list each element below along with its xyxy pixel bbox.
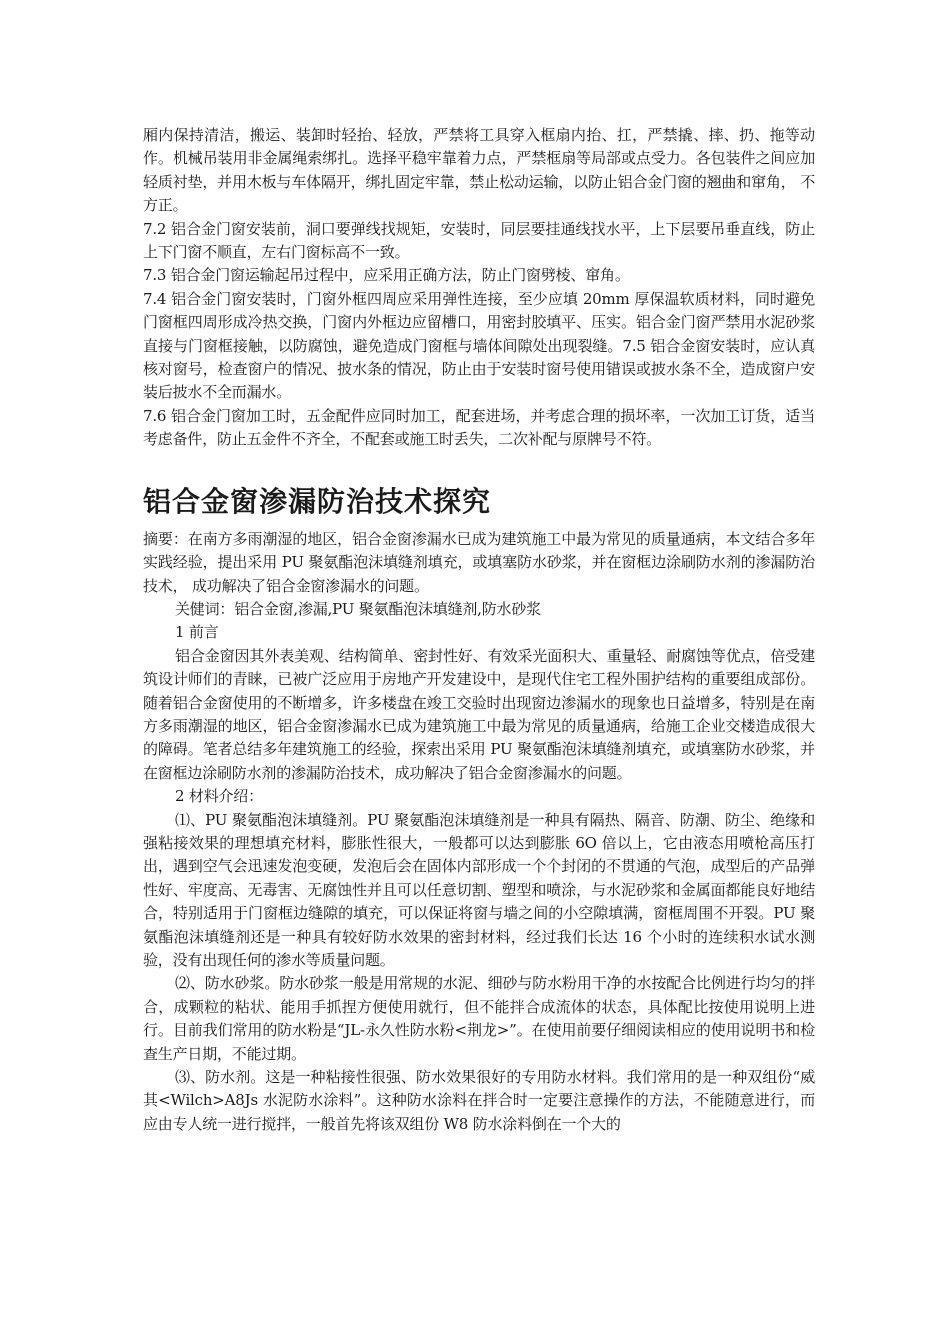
document-body: [143, 124, 815, 1136]
paragraph-material-pu: ⑴、PU 聚氨酯泡沫填缝剂。PU 聚氨酯泡沫填缝剂是一种具有隔热、隔音、防潮、防尘、绝缘和强粘接效果的理想填充材料，膨胀性很大，一般都可以达到膨胀 6O 倍以上，它由液态用喷枪高压打出，遇到空气会迅速发泡变硬，发泡后会在固体内部形成一个个封闭的不贯通的气泡，成型后的产品弹性好、牢度高、无毒害、无腐蚀性并且可以任意切割、塑型和喷涂，与水泥砂浆和金属面都能良好地结合，特别适用于门窗框边缝隙的填充，可以保证将窗与墙之间的小空隙填满，窗框周围不开裂。PU 聚氨酯泡沫填缝剂还是一种具有较好防水效果的密封材料，经过我们长达 16 个小时的连续积水试水测验，没有出现任何的渗水等质量问题。: [143, 810, 815, 969]
paragraph-material-mortar: ⑵、防水砂浆。防水砂浆一般是用常规的水泥、细砂与防水粉用干净的水按配合比例进行均匀的拌合，成颗粒的粘状、能用手抓捏方便使用就行，但不能拌合成流体的状态，具体配比按使用说明上进行。目前我们常用的防水粉是“JL-永久性防水粉<荆龙>”。在使用前要仔细阅读相应的使用说明书和检查生产日期，不能过期。: [143, 974, 815, 1063]
paragraph-7-6: 7.6 铝合金门窗加工时，五金配件应同时加工，配套进场，并考虑合理的损坏率，一次加工订货，适当考虑备件，防止五金件不齐全，不配套或施工时丢失，二次补配与原牌号不符。: [143, 406, 815, 449]
abstract: 摘要：在南方多雨潮湿的地区，铝合金窗渗漏水已成为建筑施工中最为常见的质量通病，本文结合多年实践经验，提出采用 PU 聚氨酯泡沫填缝剂填充，或填塞防水砂浆，并在窗框边涂刷防水剂的渗漏防治技术， 成功解决了铝合金窗渗漏水的问题。: [143, 529, 815, 595]
paragraph-7-4: 7.4 铝合金门窗安装时，门窗外框四周应采用弹性连接，至少应填 20mm 厚保温软质材料，同时避免门窗框四周形成冷热交换，门窗内外框边应留槽口，用密封胶填平、压实。铝合金门窗严禁用水泥砂浆直接与门窗框接触，以防腐蚀，避免造成门窗框与墙体间隙处出现裂缝。7.5 铝合金窗安装时，应认真核对窗号，检查窗户的情况、披水条的情况，防止由于安装时窗号使用错误或披水条不全，造成窗户安装后披水不全而漏水。: [143, 289, 815, 402]
paragraph-7-1-cont: 厢内保持清洁，搬运、装卸时轻抬、轻放，严禁将工具穿入框扇内抬、扛，严禁撬、摔、扔、拖等动作。机械吊装用非金属绳索绑扎。选择平稳牢靠着力点，严禁框扇等局部或点受力。各包装件之间应加轻质衬垫，并用木板与车体隔开，绑扎固定牢靠，禁止松动运输，以防止铝合金门窗的翘曲和窜角， 不方正。: [143, 126, 815, 215]
heading-preface: 1 前言: [175, 623, 219, 642]
paragraph-intro: 铝合金窗因其外表美观、结构简单、密封性好、有效采光面积大、重量轻、耐腐蚀等优点，倍受建筑设计师们的青睐，已被广泛应用于房地产开发建设中，是现代住宅工程外围护结构的重要组成部份。随着铝合金窗使用的不断增多，许多楼盘在竣工交验时出现窗边渗漏水的现象也日益增多，特别是在南方多雨潮湿的地区，铝合金窗渗漏水已成为建筑施工中最为常见的质量通病，给施工企业交楼造成很大的障碍。笔者总结多年建筑施工的经验，探索出采用 PU 聚氨酯泡沫填缝剂填充，或填塞防水砂浆，并在窗框边涂刷防水剂的渗漏防治技术，成功解决了铝合金窗渗漏水的问题。: [143, 646, 815, 782]
keywords: 关健词：铝合金窗,渗漏,PU 聚氨酯泡沫填缝剂,防水砂浆: [175, 599, 541, 618]
paragraph-material-agent: ⑶、防水剂。这是一种粘接性很强、防水效果很好的专用防水材料。我们常用的是一种双组份“威其<Wilch>A8Js 水泥防水涂料”。这种防水涂料在拌合时一定要注意操作的方法，不能随意进行，而应由专人统一进行搅拌，一般首先将该双组份 W8 防水涂料倒在一个大的: [143, 1068, 815, 1133]
article-title: 铝合金窗渗漏防治技术探究: [143, 484, 492, 518]
paragraph-7-2: 7.2 铝合金门窗安装前，洞口要弹线找规矩，安装时，同层要挂通线找水平，上下层要吊垂直线，防止上下门窗不顺直，左右门窗标高不一致。: [143, 219, 815, 262]
heading-materials: 2 材料介绍：: [175, 787, 263, 806]
paragraph-7-3: 7.3 铝合金门窗运输起吊过程中，应采用正确方法，防止门窗劈棱、窜角。: [143, 266, 630, 285]
